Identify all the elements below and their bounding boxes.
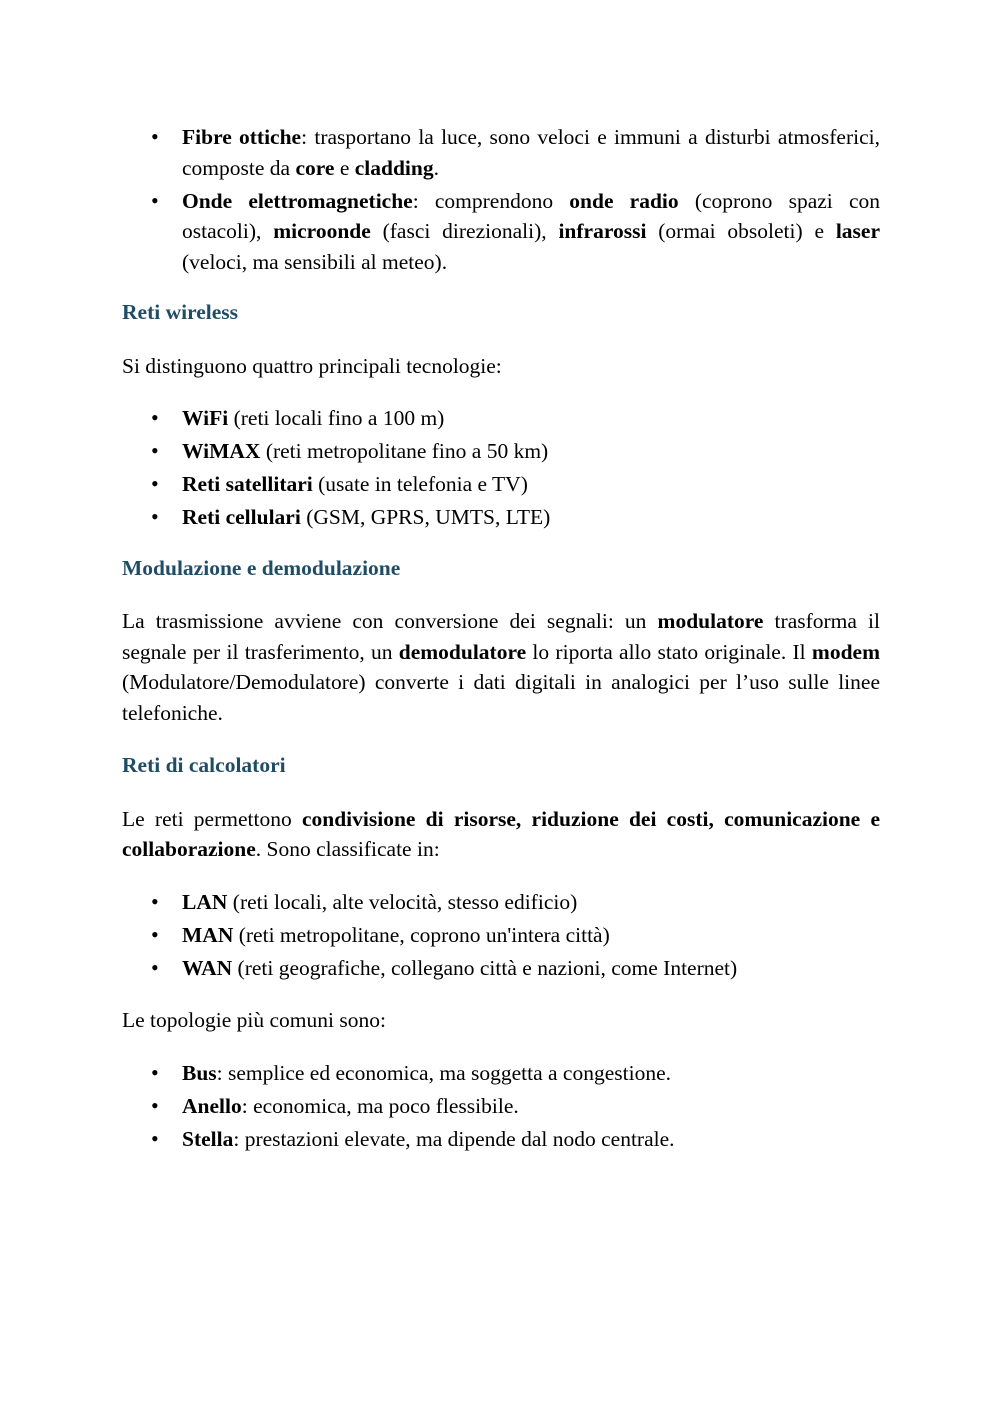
heading-reti-calcolatori: Reti di calcolatori bbox=[122, 753, 286, 777]
text-segment: lo riporta allo stato originale. Il bbox=[526, 639, 812, 664]
list-item bbox=[122, 1058, 880, 1089]
list-item-onde bbox=[122, 186, 880, 278]
text-segment: : prestazioni elevate, ma dipende dal nodo centrale. bbox=[233, 1126, 675, 1151]
text-segment: (reti locali, alte velocità, stesso edificio) bbox=[227, 889, 578, 914]
text-segment: : semplice ed economica, ma soggetta a congestione. bbox=[216, 1060, 671, 1085]
text-segment: (ormai obsoleti) e bbox=[646, 219, 836, 243]
list-item bbox=[122, 403, 880, 434]
term: Reti satellitari bbox=[182, 472, 313, 496]
text-segment: : comprendono bbox=[412, 188, 570, 213]
list-item bbox=[122, 920, 880, 951]
term-laser: laser bbox=[835, 219, 880, 243]
text-segment: La trasmissione avviene con conversione dei segnali: un bbox=[122, 609, 658, 633]
list-item bbox=[122, 887, 880, 918]
text-segment: (usate in telefonia e TV) bbox=[312, 472, 528, 496]
text-segment: (reti geografiche, collegano città e nazioni, come Internet) bbox=[232, 955, 738, 980]
text-segment: (reti metropolitane, coprono un'intera città) bbox=[233, 922, 610, 947]
text-segment: (GSM, GPRS, UMTS, LTE) bbox=[300, 505, 551, 529]
text-segment: (Modulatore/Demodulatore) converte i dati digitali in analogici per l’uso sulle linee telefoniche. bbox=[122, 670, 880, 725]
document-page bbox=[122, 122, 880, 1157]
term: WiFi bbox=[182, 406, 229, 430]
list-item bbox=[122, 436, 880, 467]
text-segment: . Sono classificate in: bbox=[255, 837, 440, 861]
term-modulatore: modulatore bbox=[657, 609, 764, 633]
term-vantaggi: condivisione di risorse, riduzione dei costi, comunicazione e collaborazione bbox=[122, 806, 880, 861]
term: Reti cellulari bbox=[182, 505, 301, 529]
list-item bbox=[122, 953, 880, 984]
term-demodulatore: demodulatore bbox=[398, 639, 527, 664]
reti-list bbox=[122, 887, 880, 984]
term-onde: Onde elettromagnetiche bbox=[182, 188, 413, 213]
heading-reti-wireless: Reti wireless bbox=[122, 300, 239, 324]
term: MAN bbox=[182, 922, 234, 947]
text-segment: . bbox=[433, 155, 439, 180]
heading-modulazione: Modulazione e demodulazione bbox=[122, 555, 401, 580]
wireless-intro: Si distinguono quattro principali tecnologie: bbox=[122, 353, 502, 378]
term: Bus bbox=[182, 1060, 217, 1085]
modulazione-paragraph bbox=[122, 606, 880, 728]
text-segment: : economica, ma poco flessibile. bbox=[241, 1093, 519, 1118]
list-item bbox=[122, 469, 880, 500]
term-cladding: cladding bbox=[354, 155, 434, 180]
list-item bbox=[122, 1091, 880, 1122]
text-segment: e bbox=[334, 155, 355, 180]
media-list bbox=[122, 122, 880, 277]
text-segment: : trasportano la luce, sono veloci e immuni a disturbi atmosferici, composte da bbox=[182, 125, 880, 180]
term-microonde: microonde bbox=[273, 219, 371, 243]
term: WiMAX bbox=[182, 439, 261, 463]
term-infrarossi: infrarossi bbox=[558, 219, 647, 243]
term-fibre: Fibre ottiche bbox=[182, 125, 302, 149]
list-item-fibre bbox=[122, 122, 880, 183]
text-segment: (fasci direzionali), bbox=[370, 219, 559, 243]
list-item bbox=[122, 1124, 880, 1155]
text-segment: (reti metropolitane fino a 50 km) bbox=[260, 439, 549, 463]
term: Anello bbox=[182, 1093, 242, 1118]
text-segment: (veloci, ma sensibili al meteo). bbox=[182, 249, 448, 274]
term-core: core bbox=[295, 155, 335, 180]
term-modem: modem bbox=[811, 639, 880, 664]
term: LAN bbox=[182, 889, 228, 914]
topologie-list bbox=[122, 1058, 880, 1155]
text-segment: Le reti permettono bbox=[122, 806, 302, 831]
wireless-list bbox=[122, 403, 880, 533]
reti-paragraph bbox=[122, 804, 880, 865]
text-segment: (reti locali fino a 100 m) bbox=[228, 406, 445, 430]
term-onde-radio: onde radio bbox=[569, 188, 679, 213]
term: WAN bbox=[182, 955, 233, 980]
term: Stella bbox=[182, 1126, 234, 1151]
text-segment: trasforma il segnale per il trasferimento, un bbox=[122, 609, 880, 664]
list-item bbox=[122, 502, 880, 533]
text-segment: (coprono spazi con ostacoli), bbox=[182, 188, 880, 243]
topologie-intro: Le topologie più comuni sono: bbox=[122, 1008, 386, 1032]
